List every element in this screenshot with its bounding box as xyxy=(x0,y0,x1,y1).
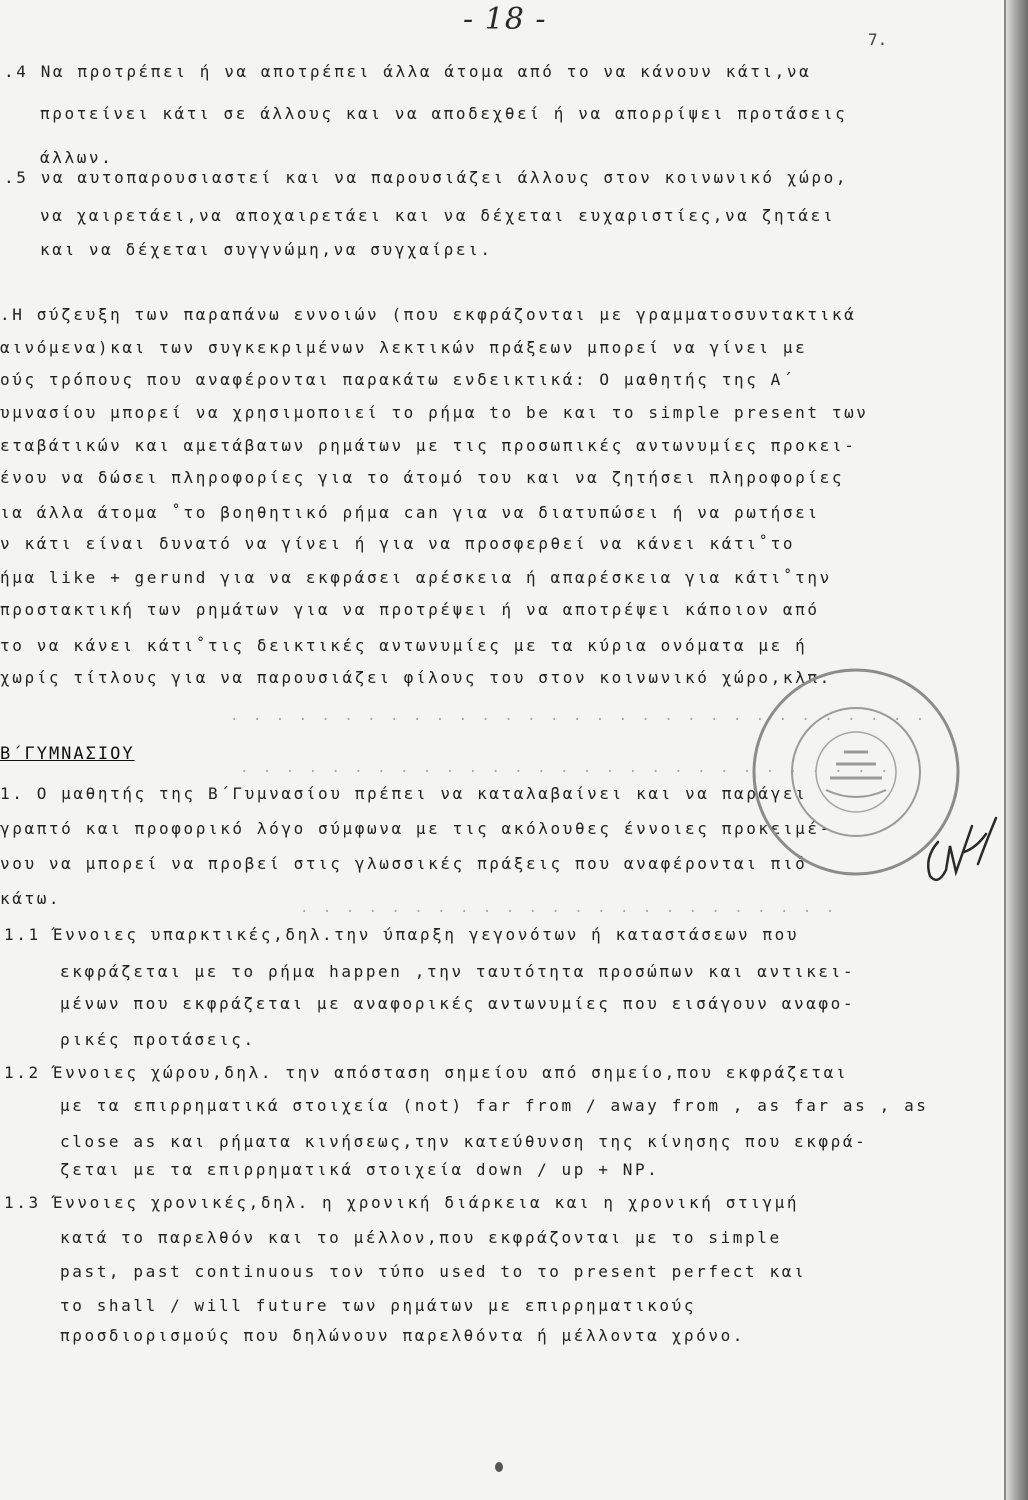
text-line: ια άλλα άτομα ˚το βοηθητικό ρήμα can για να διατυπώσει ή να ρωτήσει xyxy=(0,503,820,522)
text-line: με τα επιρρηματικά στοιχεία (not) far from / away from , as far as , as xyxy=(60,1096,929,1115)
text-line: .4 Να προτρέπει ή να αποτρέπει άλλα άτομα από το να κάνουν κάτι,να xyxy=(4,62,812,81)
text-line: ένου να δώσει πληροφορίες για το άτομό του και να ζητήσει πληροφορίες xyxy=(0,468,845,487)
text-line: ούς τρόπους που αναφέρονται παρακάτω ενδεικτικά: Ο μαθητής της Α΄ xyxy=(0,370,796,389)
text-line: χωρίς τίτλους για να παρουσιάζει φίλους του στον κοινωνικό χώρο,κλπ. xyxy=(0,668,832,687)
text-line: υμνασίου μπορεί να χρησιμοποιεί το ρήμα to be και το simple present των xyxy=(0,403,869,422)
text-line: close as και ρήματα κινήσεως,την κατεύθυνση της κίνησης που εκφρά- xyxy=(60,1132,868,1151)
text-line: κατά το παρελθόν και το μέλλον,που εκφράζονται με το simple xyxy=(60,1228,782,1247)
text-line: κάτω. xyxy=(0,889,62,908)
text-line: ζεται με τα επιρρηματικά στοιχεία down / up + NP. xyxy=(60,1160,660,1179)
signature xyxy=(920,812,1000,888)
list-item: 1.2 Έννοιες χώρου,δηλ. την απόσταση σημείου από σημείο,που εκφράζεται xyxy=(4,1063,849,1082)
text-line: ν κάτι είναι δυνατό να γίνει ή για να προσφερθεί να κάνει κάτι˚το xyxy=(0,534,796,553)
text-line: προσδιορισμούς που δηλώνουν παρελθόντα ή μέλλοντα χρόνο. xyxy=(60,1326,746,1345)
text-line: προτείνει κάτι σε άλλους και να αποδεχθεί ή να απορρίψει προτάσεις xyxy=(40,104,848,123)
text-line: γραπτό και προφορικό λόγο σύμφωνα με τις ακόλουθες έννοιες προκειμέ- xyxy=(0,819,832,838)
text-line: εκφράζεται με το ρήμα happen ,την ταυτότητα προσώπων και αντικει- xyxy=(60,962,856,981)
list-item: 1.3 Έννοιες χρονικές,δηλ. η χρονική διάρκεια και η χρονική στιγμή xyxy=(4,1193,800,1212)
text-line: το να κάνει κάτι˚τις δεικτικές αντωνυμίες με τα κύρια ονόματα με ή xyxy=(0,636,808,655)
bleed-through: · · · · · · · · · · · · · · · · · · · · · · · · · · · · · xyxy=(240,764,892,780)
text-line: άλλων. xyxy=(40,148,114,167)
text-line: αινόμενα)και των συγκεκριμένων λεκτικών πράξεων μπορεί να γίνει με xyxy=(0,338,808,357)
text-line: ήμα like + gerund για να εκφράσει αρέσκεια ή απαρέσκεια για κάτι˚την xyxy=(0,568,832,587)
text-line: το shall / will future των ρημάτων με επιρρηματικούς xyxy=(60,1296,697,1315)
text-line: να χαιρετάει,να αποχαιρετάει και να δέχεται ευχαριστίες,να ζητάει xyxy=(40,206,836,225)
text-line: .Η σύζευξη των παραπάνω εννοιών (που εκφράζονται με γραμματοσυντακτικά xyxy=(0,305,857,324)
text-line: 1. Ο μαθητής της Β΄Γυμνασίου πρέπει να καταλαβαίνει και να παράγει xyxy=(0,784,808,803)
text-line: προστακτική των ρημάτων για να προτρέψει ή να αποτρέψει κάποιον από xyxy=(0,600,820,619)
text-line: past, past continuous τον τύπο used to το present perfect και xyxy=(60,1262,807,1281)
ink-dot xyxy=(495,1462,503,1472)
text-line: νου να μπορεί να προβεί στις γλωσσικές πράξεις που αναφέρονται πιό xyxy=(0,854,808,873)
bleed-through: · · · · · · · · · · · · · · · · · · · · · · · · xyxy=(300,904,838,920)
section-heading: Β΄ΓΥΜΝΑΣΙΟΥ xyxy=(0,744,135,764)
list-item: 1.1 Έννοιες υπαρκτικές,δηλ.την ύπαρξη γεγονότων ή καταστάσεων που xyxy=(4,925,800,944)
text-line: εταβάτικών και αμετάβατων ρημάτων με τις προσωπικές αντωνυμίες προκει- xyxy=(0,436,857,455)
page-number-typed: 7. xyxy=(868,30,888,49)
bleed-through: · · · · · · · · · · · · · · · · · · · · · · · · · · · · · · · xyxy=(230,712,928,728)
text-line: .5 να αυτοπαρουσιαστεί και να παρουσιάζει άλλους στον κοινωνικό χώρο, xyxy=(4,168,849,187)
page-number-handwritten: - 18 - xyxy=(463,2,547,37)
page-edge xyxy=(1006,0,1028,1500)
text-line: ρικές προτάσεις. xyxy=(60,1030,256,1049)
text-line: μένων που εκφράζεται με αναφορικές αντωνυμίες που εισάγουν αναφο- xyxy=(60,994,856,1013)
text-line: και να δέχεται συγγνώμη,να συγχαίρει. xyxy=(40,240,493,259)
